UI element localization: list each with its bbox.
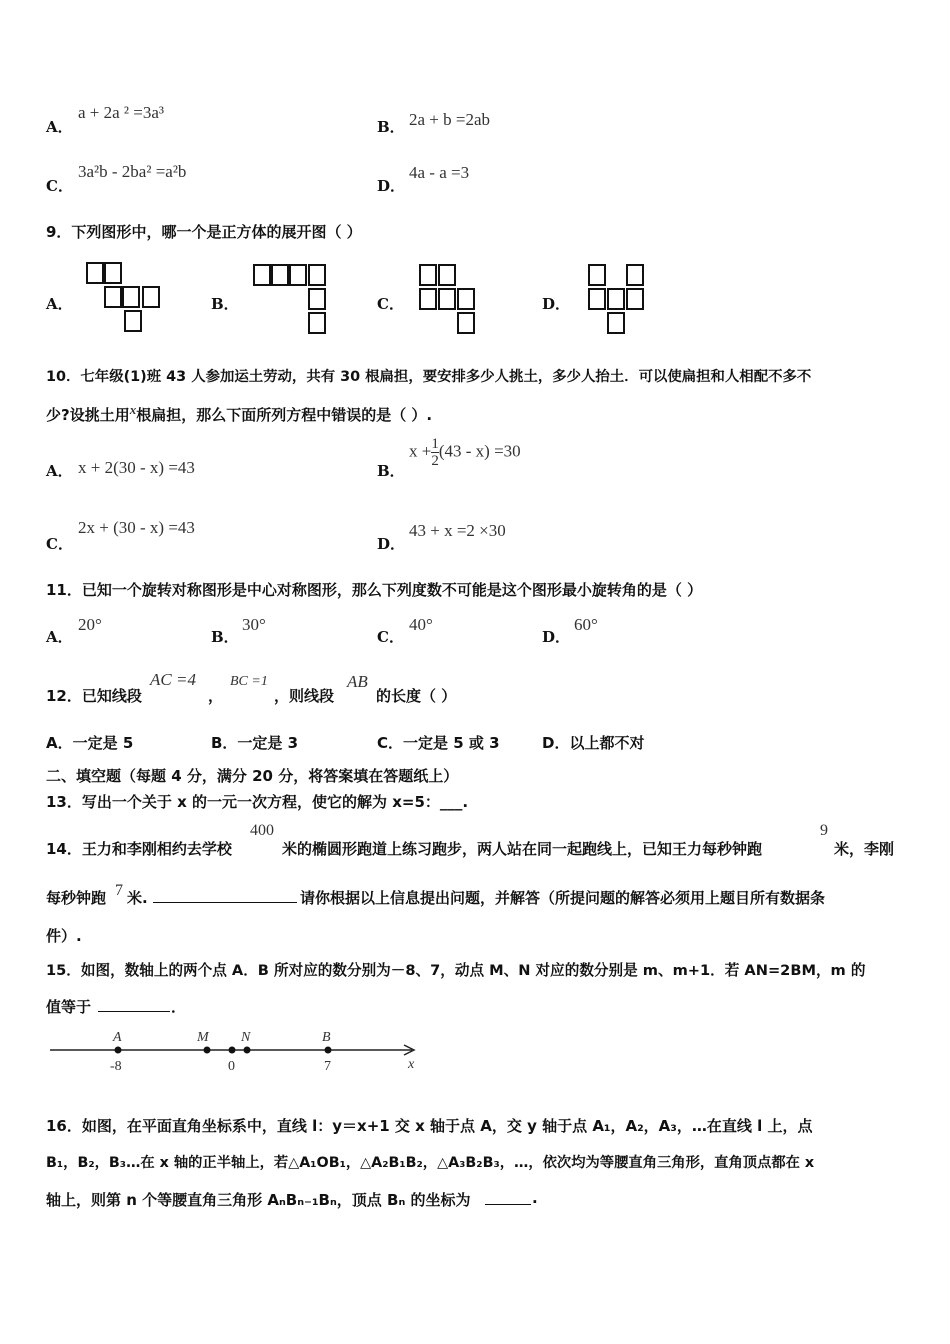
q13-text: 13．写出一个关于 x 的一元一次方程，使它的解为 x=5：___. (46, 793, 469, 811)
q10-stem-line1: 10．七年级(1)班 43 人参加运土劳动，共有 30 根扁担，要安排多少人挑土，多少人抬土．可以使扁担和人相配不多不 (46, 369, 812, 385)
q8-option-b-label: B． (377, 118, 405, 136)
q15-line2: 值等于 (46, 998, 92, 1016)
q11-option-c-label: C． (377, 628, 404, 646)
q11-option-d-label: D． (542, 628, 571, 646)
q8-option-c-expr: 3a²b - 2ba² =a²b (78, 162, 187, 181)
q10-option-a-expr: x + 2(30 - x) =43 (78, 458, 195, 477)
q8-option-d-label: D． (377, 177, 406, 195)
q8-option-b-expr: 2a + b =2ab (409, 110, 491, 129)
q10-option-d-label: D． (377, 535, 406, 553)
q8-option-c-label: C． (46, 177, 73, 195)
tick-neg8: -8 (110, 1059, 122, 1074)
q11-option-d-value: 60° (574, 615, 598, 634)
q10-option-d-expr: 43 + x =2 ×30 (409, 521, 506, 540)
q8-option-d-expr: 4a - a =3 (409, 163, 470, 182)
q12-stem-pre: 12．已知线段 (46, 687, 142, 705)
label-b: B (322, 1030, 331, 1045)
q16-answer-blank[interactable] (485, 1190, 531, 1205)
q8-option-a-label: A． (46, 118, 73, 136)
q12-segment-ac: AC =4 (150, 670, 196, 689)
q16-line2: B₁，B₂，B₃…在 x 轴的正半轴上，若△A₁OB₁，△A₂B₁B₂，△A₃B₂B₃，…，依次均为等腰直角三角形，直角顶点都在 x (46, 1155, 815, 1171)
q9-option-a-label: A． (46, 295, 73, 313)
q16-line3: 轴上，则第 n 个等腰直角三角形 AₙBₙ₋₁Bₙ，顶点 Bₙ 的坐标为 (46, 1191, 471, 1209)
q10-stem-line2: 少?设挑土用x根扁担，那么下面所列方程中错误的是（ ）. (46, 402, 433, 424)
q11-option-a-label: A． (46, 628, 73, 646)
q16-line3-end: . (532, 1189, 538, 1207)
q14-line2b: 米. (127, 889, 148, 907)
q15-line1: 15．如图，数轴上的两个点 A．B 所对应的数分别为－8、7，动点 M、N 对应的数分别是 m、m+1．若 AN=2BM，m 的 (46, 962, 866, 979)
q14-speed-wang: 9 (820, 822, 828, 839)
q10-option-c-expr: 2x + (30 - x) =43 (78, 518, 195, 537)
q12-stem-mid: ，则线段 (274, 687, 335, 705)
q14-line3: 件）. (46, 927, 82, 945)
label-m: M (197, 1030, 209, 1045)
q8-option-a-expr: a + 2a ² =3a³ (78, 103, 165, 122)
q10-option-b-expr: x + $\frac{1}{2}$ (43 - x) =30 (409, 436, 521, 469)
point-n (244, 1047, 251, 1054)
q15-answer-blank[interactable] (98, 997, 170, 1012)
q12-segment-bc: BC =1 (230, 674, 268, 689)
q14-line2a: 每秒钟跑 (46, 889, 107, 907)
q12-option-b: B．一定是 3 (211, 734, 299, 752)
label-n: N (241, 1030, 251, 1045)
q10-option-a-label: A． (46, 462, 73, 480)
q14-distance: 400 (250, 822, 274, 839)
q11-option-c-value: 40° (409, 615, 433, 634)
q9-option-c-label: C． (377, 295, 404, 313)
point-b (325, 1047, 332, 1054)
q11-option-a-value: 20° (78, 615, 102, 634)
q10-option-b-label: B． (377, 462, 405, 480)
point-m (204, 1047, 211, 1054)
q12-comma: ， (208, 687, 224, 705)
label-x: x (408, 1057, 415, 1072)
q12-stem-post: 的长度（ ） (376, 687, 457, 705)
q15-number-line (46, 1024, 426, 1076)
tick-0: 0 (228, 1059, 235, 1074)
q15-line2-end: ． (171, 998, 187, 1016)
tick-7: 7 (324, 1059, 331, 1074)
section-2-heading: 二、填空题（每题 4 分，满分 20 分，将答案填在答题纸上） (46, 767, 459, 785)
q14-answer-blank[interactable] (153, 888, 297, 903)
q14-part3: 米，李刚 (834, 840, 895, 858)
q11-option-b-value: 30° (242, 615, 266, 634)
q9-option-b-label: B． (211, 295, 239, 313)
q9-stem: 9．下列图形中，哪一个是正方体的展开图（ ） (46, 223, 362, 241)
q12-option-a: A．一定是 5 (46, 734, 134, 752)
label-a: A (113, 1030, 122, 1045)
q12-option-d: D．以上都不对 (542, 734, 645, 752)
q14-part2: 米的椭圆形跑道上练习跑步，两人站在同一起跑线上，已知王力每秒钟跑 (282, 840, 763, 858)
q11-option-b-label: B． (211, 628, 239, 646)
point-a (115, 1047, 122, 1054)
q14-line2c: 请你根据以上信息提出问题，并解答（所提问题的解答必须用上题目所有数据条 (300, 889, 826, 907)
q10-option-c-label: C． (46, 535, 73, 553)
q9-option-d-label: D． (542, 295, 571, 313)
q14-part1: 14．王力和李刚相约去学校 (46, 840, 232, 858)
q12-option-c: C．一定是 5 或 3 (377, 734, 500, 752)
q16-line1: 16．如图，在平面直角坐标系中，直线 l：y＝x+1 交 x 轴于点 A，交 y 轴于点 A₁，A₂，A₃，…在直线 l 上，点 (46, 1117, 813, 1135)
q11-stem: 11．已知一个旋转对称图形是中心对称图形，那么下列度数不可能是这个图形最小旋转角的是（ ） (46, 581, 703, 599)
q14-speed-li: 7 (115, 882, 123, 899)
q12-segment-ab: AB (347, 672, 368, 691)
point-origin (229, 1047, 236, 1054)
